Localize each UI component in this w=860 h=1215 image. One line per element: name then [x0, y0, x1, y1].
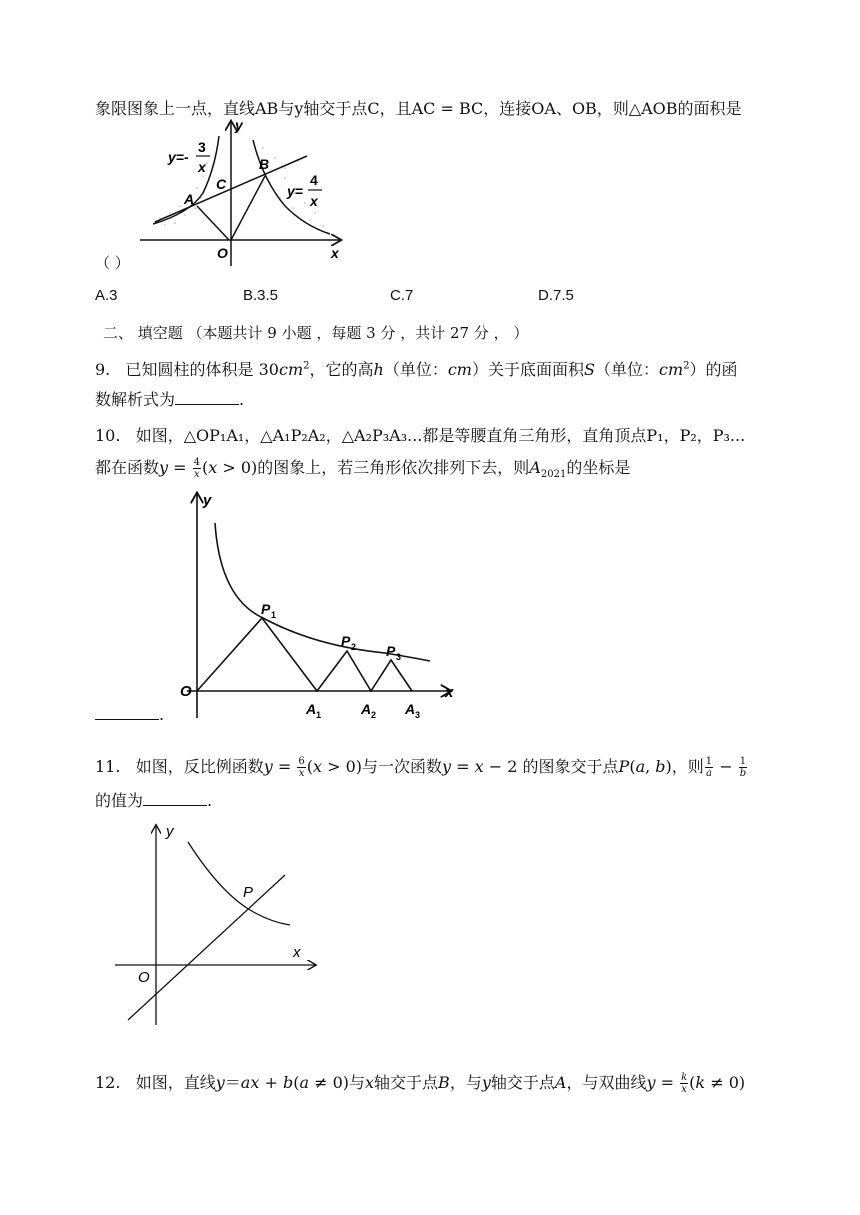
point-p-label: P [243, 884, 254, 901]
point-a3-label: A [405, 701, 416, 717]
q10-text-a: 都在函数 [95, 458, 160, 477]
point-p3-label: P [386, 643, 396, 659]
x-axis-label: x [445, 684, 454, 701]
q11-frac-1-over-a: $\frac{1}{a}$ [705, 756, 713, 779]
q11-text-d: ，则 [671, 757, 704, 776]
q9-text-b: ，它的高 [309, 360, 374, 379]
point-a1-subscript: 1 [316, 710, 322, 720]
point-a2-subscript: 2 [371, 710, 377, 720]
q8-answer-paren: （ ） [95, 254, 130, 272]
f1-numerator: 3 [198, 139, 206, 155]
point-p2-label: P [341, 633, 351, 649]
q11-line1: 11. 如图，反比例函数y = $\frac{6}{x}$ (x > 0)与一次函数y = x − 2 的图象交于点P(a, b)，则 $\frac{1}{a}$ − $\frac{1}{b}$ [95, 756, 747, 779]
q8-option-d: D.7.5 [538, 287, 574, 304]
q11-end: . [207, 791, 213, 810]
q9-text-f: ）的函 [689, 360, 738, 379]
q11-line2 [95, 788, 212, 811]
q12-text-d: ，与 [449, 1073, 482, 1092]
y-axis-label: y [235, 118, 243, 133]
q10-line1 [95, 423, 745, 446]
q9-number: 9. [95, 360, 111, 379]
q10-answer-blank[interactable] [95, 705, 159, 720]
q10-text-c: 的坐标是 [566, 458, 631, 477]
q10-text-line1: 如图，△OP₁A₁，△A₁P₂A₂，△A₂P₃A₃...都是等腰直角三角形，直角顶点P₁，P₂，P₃... [135, 426, 746, 445]
q9-end: . [239, 390, 245, 409]
q10-text-b: 的图象上，若三角形依次排列下去，则 [257, 458, 530, 477]
q11-text-b: 与一次函数 [362, 757, 443, 776]
f1-label: y=- [168, 149, 189, 165]
q9-text-d: ）关于底面面积 [471, 360, 584, 379]
q9-line1: 9. 已知圆柱的体积是 $30cm^2$，它的高h（单位：cm）关于底面面积S（单位：$cm^2$）的函 [95, 360, 738, 379]
q8-stem-line [95, 96, 742, 119]
origin-label: O [138, 969, 150, 986]
q9-text-e: （单位： [594, 360, 659, 379]
q12-line1: 12. 如图，直线y＝ax + b(a ≠ 0)与x轴交于点B，与y轴交于点A，与双曲线y = $\frac{k}{x}$ (k ≠ 0) [95, 1072, 746, 1095]
origin-label: O [180, 683, 192, 700]
q9-answer-blank[interactable] [175, 390, 239, 405]
q9-text-c: （单位： [383, 360, 448, 379]
q12-number: 12. [95, 1073, 121, 1092]
q10-answer-line [95, 705, 164, 724]
q10-figure [175, 488, 465, 723]
f1-denominator: x [198, 159, 206, 175]
triangle-chain [197, 618, 412, 691]
q8-option-c: C.7 [390, 287, 414, 304]
point-c-label: C [216, 176, 227, 192]
point-a-label: A [184, 191, 195, 207]
curve-4-over-x [215, 523, 430, 661]
q8-option-b: B.3.5 [243, 287, 279, 304]
q10-number: 10. [95, 426, 121, 445]
q9-text-line2: 数解析式为 [95, 390, 176, 409]
q9-line2 [95, 387, 244, 410]
point-p3-subscript: 3 [396, 652, 402, 662]
f2-numerator: 4 [310, 172, 318, 188]
point-p1-subscript: 1 [271, 610, 277, 620]
point-p1-label: P [261, 601, 271, 617]
q8-figure [135, 118, 350, 268]
line-y-x-minus-2 [128, 875, 285, 1020]
q12-text-a: 如图，直线 [135, 1073, 216, 1092]
q11-text-line2: 的值为 [95, 791, 144, 810]
q11-frac-6-over-x: $\frac{6}{x}$ [298, 756, 305, 779]
point-a1-label: A [306, 701, 317, 717]
q12-text-f: ，与双曲线 [566, 1073, 647, 1092]
x-axis-label: x [293, 944, 301, 961]
q10-frac: $\frac{4}{x}$ [193, 457, 201, 480]
q12-frac-k-over-x: $\frac{k}{x}$ [681, 1072, 688, 1095]
q12-text-e: 轴交于点 [490, 1073, 555, 1092]
q11-answer-blank[interactable] [143, 791, 207, 806]
section-two-header: 二、 填空题 （本题共计 9 小题 ，每题 3 分 ，共计 27 分 ， ） [103, 324, 529, 342]
q12-text-b: 与 [348, 1073, 365, 1092]
q11-text-a: 如图，反比例函数 [135, 757, 264, 776]
f2-label: y= [287, 183, 303, 199]
q11-text-c: 的图象交于点 [522, 757, 619, 776]
q10-line2: 都在函数y = $\frac{4}{x}$ (x > 0)的图象上，若三角形依次排列下去，则$A_{2021}$的坐标是 [95, 457, 631, 481]
segment-oa [197, 206, 229, 240]
segment-ob [231, 176, 265, 240]
q9-text-a: 已知圆柱的体积是 30 [125, 360, 279, 379]
q11-frac-1-over-b: $\frac{1}{b}$ [739, 756, 747, 779]
point-b-label: B [259, 156, 270, 172]
q12-text-c: 轴交于点 [374, 1073, 439, 1092]
x-axis-label: x [331, 245, 339, 261]
y-axis-label: y [203, 492, 212, 509]
q11-figure [110, 820, 325, 1030]
q8-stem-text: 象限图象上一点，直线AB与y轴交于点C，且AC = BC，连接OA、OB，则△AOB的面积是 [95, 99, 742, 118]
y-axis-label: y [166, 823, 174, 840]
f2-denominator: x [310, 193, 318, 209]
origin-label: O [217, 245, 228, 261]
point-a2-label: A [361, 701, 372, 717]
point-p2-subscript: 2 [351, 642, 357, 652]
q8-option-a: A.3 [95, 287, 118, 304]
q11-number: 11. [95, 757, 121, 776]
q10-end: . [159, 705, 165, 724]
point-a3-subscript: 3 [415, 710, 421, 720]
curve-6-over-x [188, 842, 290, 925]
